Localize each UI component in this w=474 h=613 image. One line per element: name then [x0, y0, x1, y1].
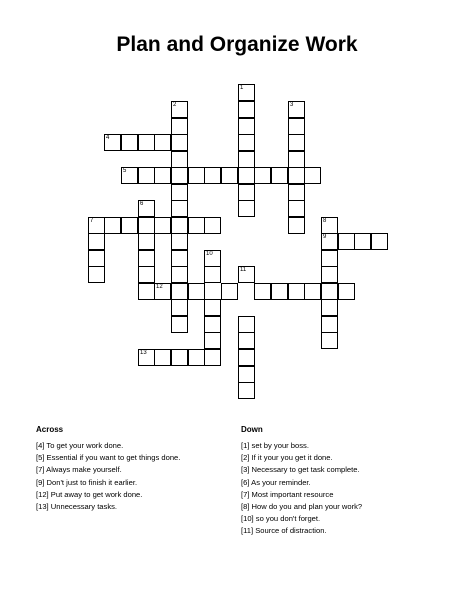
across-clue: [5] Essential if you want to get things done. [36, 453, 181, 463]
crossword-cell[interactable] [204, 349, 221, 366]
crossword-cell[interactable] [88, 233, 105, 250]
page-title: Plan and Organize Work [116, 33, 358, 56]
clue-number: 12 [156, 284, 163, 290]
crossword-cell[interactable] [288, 151, 305, 168]
crossword-cell[interactable] [171, 118, 188, 135]
crossword-cell[interactable] [288, 167, 305, 184]
crossword-cell[interactable] [238, 167, 255, 184]
crossword-cell[interactable] [288, 134, 305, 151]
crossword-cell[interactable] [221, 167, 238, 184]
crossword-cell[interactable] [171, 316, 188, 333]
clue-number: 1 [240, 85, 244, 91]
crossword-cell[interactable] [204, 266, 221, 283]
crossword-cell[interactable] [138, 283, 155, 300]
crossword-cell[interactable] [138, 217, 155, 234]
crossword-cell[interactable] [154, 283, 171, 300]
down-clue: [6] As your reminder. [241, 477, 311, 487]
down-clue: [2] If it your you get it done. [241, 453, 333, 463]
crossword-cell[interactable] [188, 167, 205, 184]
crossword-cell[interactable] [354, 233, 371, 250]
clue-number: 8 [323, 218, 327, 224]
crossword-cell[interactable] [154, 167, 171, 184]
crossword-cell[interactable] [138, 200, 155, 217]
crossword-cell[interactable] [88, 266, 105, 283]
crossword-cell[interactable] [138, 349, 155, 366]
crossword-cell[interactable] [171, 167, 188, 184]
crossword-cell[interactable] [188, 283, 205, 300]
crossword-cell[interactable] [121, 217, 138, 234]
crossword-cell[interactable] [188, 217, 205, 234]
crossword-cell[interactable] [154, 134, 171, 151]
crossword-cell[interactable] [171, 283, 188, 300]
across-clue: [12] Put away to get work done. [36, 489, 143, 499]
crossword-cell[interactable] [321, 316, 338, 333]
crossword-cell[interactable] [321, 233, 338, 250]
crossword-cell[interactable] [321, 250, 338, 267]
crossword-cell[interactable] [238, 349, 255, 366]
crossword-cell[interactable] [288, 118, 305, 135]
crossword-cell[interactable] [138, 266, 155, 283]
crossword-cell[interactable] [154, 349, 171, 366]
across-clue-list [36, 440, 180, 513]
clue-number: 3 [290, 102, 294, 108]
crossword-cell[interactable] [171, 349, 188, 366]
clue-number: 7 [90, 218, 94, 224]
crossword-cell[interactable] [104, 134, 121, 151]
down-heading: Down [241, 425, 263, 434]
crossword-cell[interactable] [204, 167, 221, 184]
down-clue: [3] Necessary to get task complete. [241, 465, 360, 475]
crossword-cell[interactable] [171, 233, 188, 250]
crossword-cell[interactable] [154, 217, 171, 234]
crossword-cell[interactable] [321, 299, 338, 316]
crossword-cell[interactable] [321, 266, 338, 283]
crossword-cell[interactable] [254, 283, 271, 300]
crossword-cell[interactable] [238, 118, 255, 135]
clue-number: 9 [323, 234, 327, 240]
crossword-cell[interactable] [238, 266, 255, 283]
crossword-cell[interactable] [221, 283, 238, 300]
crossword-cell[interactable] [88, 217, 105, 234]
crossword-cell[interactable] [371, 233, 388, 250]
across-clue: [13] Unnecessary tasks. [36, 502, 118, 512]
crossword-cell[interactable] [204, 217, 221, 234]
crossword-cell[interactable] [204, 299, 221, 316]
crossword-cell[interactable] [288, 200, 305, 217]
down-clue: [7] Most important resource [241, 489, 334, 499]
clue-number: 2 [173, 102, 177, 108]
crossword-cell[interactable] [138, 134, 155, 151]
crossword-cell[interactable] [338, 233, 355, 250]
crossword-cell[interactable] [138, 167, 155, 184]
crossword-cell[interactable] [171, 266, 188, 283]
down-clue: [1] set by your boss. [241, 441, 309, 450]
crossword-cell[interactable] [104, 217, 121, 234]
crossword-cell[interactable] [238, 151, 255, 168]
crossword-cell[interactable] [138, 233, 155, 250]
across-clue: [7] Always make yourself. [36, 465, 122, 475]
crossword-cell[interactable] [238, 200, 255, 217]
crossword-cell[interactable] [238, 332, 255, 349]
clue-number: 11 [240, 267, 247, 273]
crossword-cell[interactable] [171, 134, 188, 151]
crossword-cell[interactable] [238, 382, 255, 399]
crossword-cell[interactable] [88, 250, 105, 267]
down-clue: [11] Source of distraction. [241, 526, 327, 536]
crossword-cell[interactable] [238, 101, 255, 118]
across-clue: [4] To get your work done. [36, 441, 124, 450]
clue-number: 6 [140, 201, 144, 207]
crossword-cell[interactable] [138, 250, 155, 267]
crossword-cell[interactable] [288, 217, 305, 234]
crossword-cell[interactable] [204, 332, 221, 349]
clue-number: 10 [206, 251, 213, 257]
crossword-cell[interactable] [171, 299, 188, 316]
crossword-cell[interactable] [238, 134, 255, 151]
crossword-cell[interactable] [304, 283, 321, 300]
crossword-cell[interactable] [238, 316, 255, 333]
crossword-cell[interactable] [254, 167, 271, 184]
crossword-cell[interactable] [238, 184, 255, 201]
crossword-cell[interactable] [321, 217, 338, 234]
crossword-cell[interactable] [121, 134, 138, 151]
crossword-cell[interactable] [304, 167, 321, 184]
crossword-cell[interactable] [171, 250, 188, 267]
crossword-cell[interactable] [288, 101, 305, 118]
crossword-cell[interactable] [188, 349, 205, 366]
crossword-cell[interactable] [121, 167, 138, 184]
crossword-cell[interactable] [204, 250, 221, 267]
crossword-cell[interactable] [321, 332, 338, 349]
crossword-cell[interactable] [288, 283, 305, 300]
across-heading: Across [36, 425, 64, 434]
crossword-cell[interactable] [171, 184, 188, 201]
crossword-cell[interactable] [171, 151, 188, 168]
crossword-cell[interactable] [238, 84, 255, 101]
clue-number: 5 [123, 168, 127, 174]
crossword-cell[interactable] [338, 283, 355, 300]
across-clue: [9] Don't just to finish it earlier. [36, 477, 138, 487]
down-clue-list [241, 440, 362, 538]
crossword-cell[interactable] [321, 283, 338, 300]
crossword-cell[interactable] [238, 366, 255, 383]
crossword-cell[interactable] [271, 283, 288, 300]
clue-number: 13 [140, 350, 147, 356]
clue-number: 4 [106, 135, 110, 141]
crossword-cell[interactable] [271, 167, 288, 184]
down-clue: [8] How do you and plan your work? [241, 502, 363, 512]
crossword-cell[interactable] [204, 316, 221, 333]
down-clue: [10] so you don't forget. [241, 514, 321, 524]
crossword-cell[interactable] [288, 184, 305, 201]
crossword-cell[interactable] [171, 217, 188, 234]
crossword-cell[interactable] [171, 101, 188, 118]
crossword-cell[interactable] [171, 200, 188, 217]
